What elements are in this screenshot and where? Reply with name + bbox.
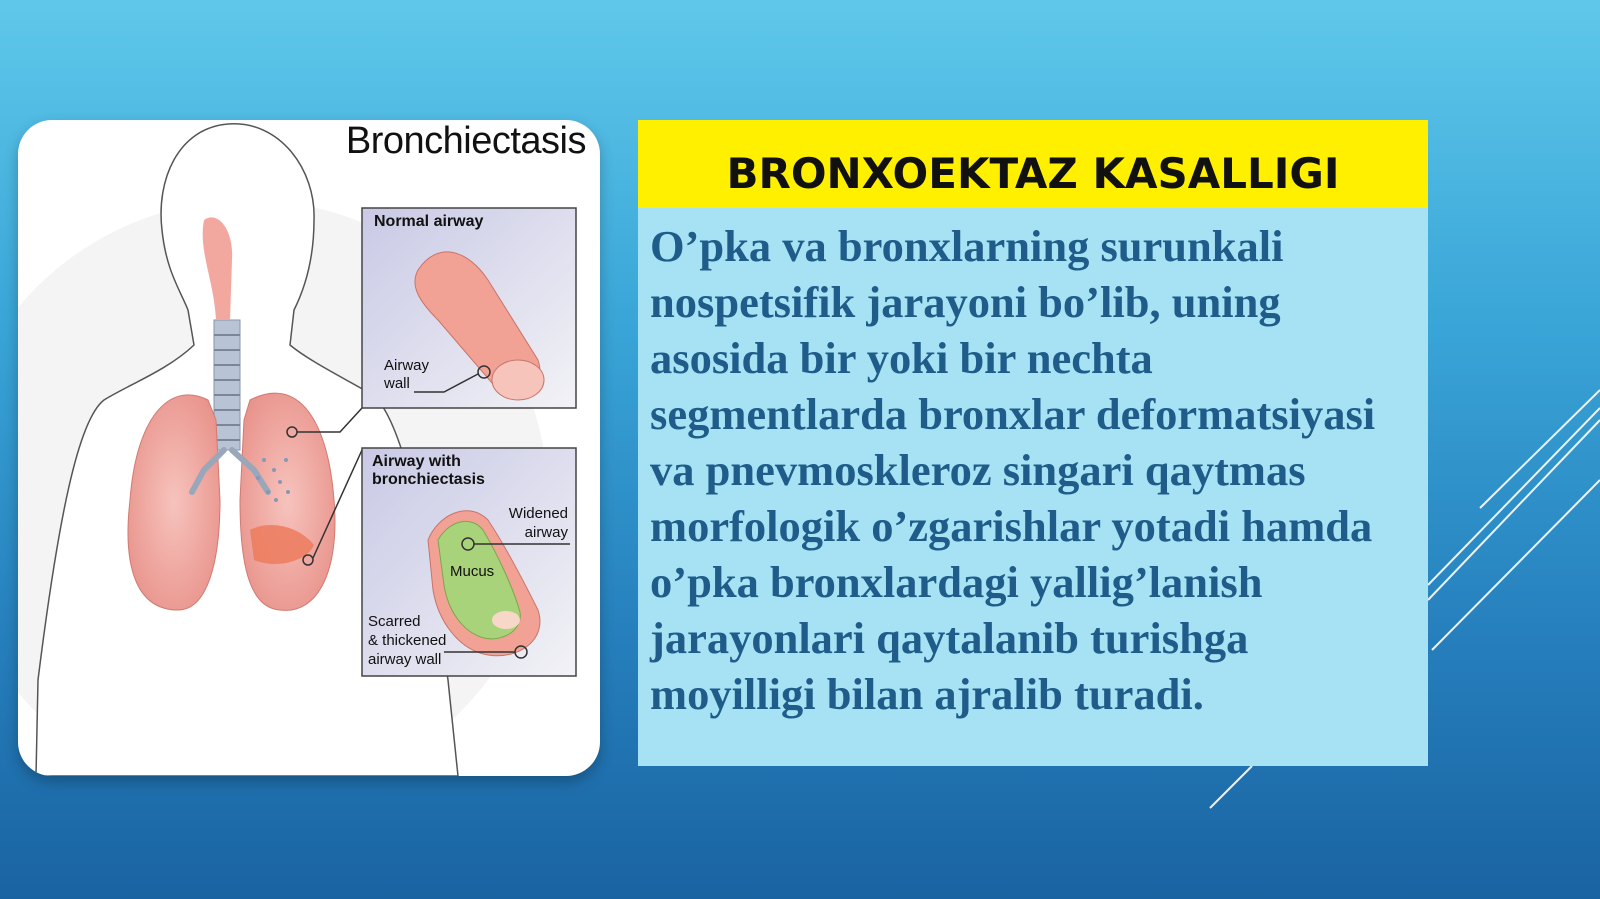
slide-title: BRONXOEKTAZ KASALLIGI (726, 148, 1340, 198)
description-panel (638, 120, 1428, 766)
text-line: va pnevmoskleroz singari qaytmas (650, 445, 1306, 495)
illustration-title: Bronchiectasis (345, 120, 586, 162)
bronchiectasis-label-1: Airway with (372, 453, 461, 470)
text-line: jarayonlari qaytalanib turishga (650, 613, 1249, 663)
widened-label-1: Widened (508, 505, 568, 522)
normal-airway-label: Normal airway (374, 213, 484, 230)
airway-wall-label-1: Airway (384, 357, 430, 374)
airway-wall-label-2: wall (384, 375, 410, 392)
text-line: o’pka bronxlardagi yallig’lanish (650, 557, 1263, 607)
title-bar (638, 120, 1428, 208)
text-line: morfologik o’zgarishlar yotadi hamda (650, 501, 1373, 551)
text-line: O’pka va bronxlarning surunkali (650, 221, 1284, 271)
scarred-label-3: airway wall (368, 651, 442, 668)
text-line: segmentlarda bronxlar deformatsiyasi (650, 389, 1376, 439)
text-line: asosida bir yoki bir nechta (650, 333, 1153, 383)
bronchiectasis-illustration (18, 120, 600, 776)
scarred-label-1: Scarred (368, 613, 421, 630)
lung-diagram (18, 120, 600, 776)
widened-label-2: airway (524, 524, 568, 541)
text-line: moyilligi bilan ajralib turadi. (650, 669, 1204, 719)
text-line: nospetsifik jarayoni bo’lib, uning (650, 277, 1281, 327)
mucus-label: Mucus (450, 563, 495, 580)
bronchiectasis-label-2: bronchiectasis (372, 471, 485, 488)
description-text (650, 218, 1425, 722)
scarred-label-2: & thickened (368, 632, 447, 649)
